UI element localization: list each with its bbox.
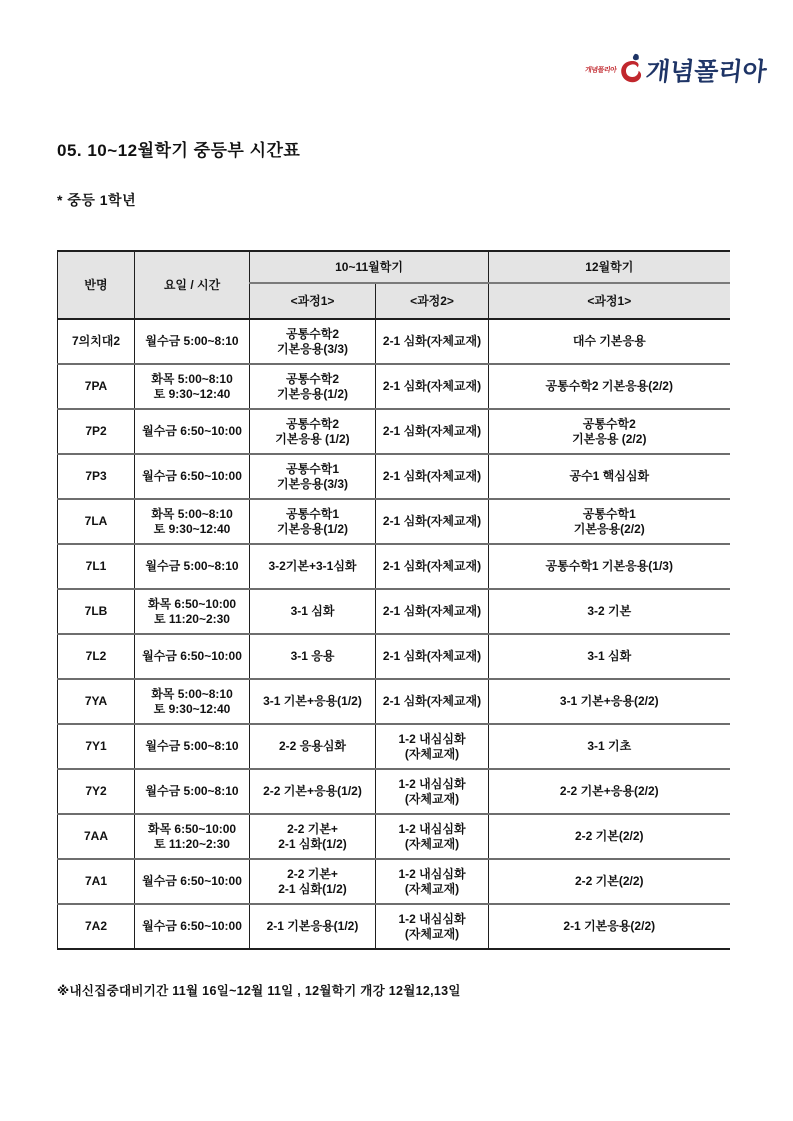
course3-cell last: 대수 기본응용 xyxy=(572,334,646,348)
course1-cell: 2-1 기본응용(1/2) xyxy=(250,904,376,949)
schedule-cell: 화목 6:50~10:00 토 11:20~2:30 xyxy=(135,589,250,634)
course3-cell last: 2-2 기본(2/2) xyxy=(489,859,730,904)
course3-cell last: 공수1 핵심심화 xyxy=(489,454,730,499)
schedule-cell: 월수금 6:50~10:00 xyxy=(135,904,250,949)
course2-cell: 2-1 심화(자체교재) xyxy=(376,544,489,589)
table-row xyxy=(58,724,730,769)
course2-cell: 1-2 내심심화 (자체교재) xyxy=(376,814,489,859)
course2-cell: 2-1 심화(자체교재) xyxy=(376,499,489,544)
course1-cell: 공통수학1 기본응용(3/3) xyxy=(250,454,376,499)
course2-cell: 2-1 심화(자체교재) xyxy=(376,409,489,454)
flame-swirl-icon xyxy=(617,53,644,87)
table-row xyxy=(58,409,730,454)
course1-cell: 공통수학2 기본응용(3/3) xyxy=(250,319,376,364)
course1-cell: 2-2 기본+ 2-1 심화(1/2) xyxy=(250,859,376,904)
table-row xyxy=(58,589,730,634)
class-name-cell: 7L2 xyxy=(58,634,135,679)
course3-cell last: 공통수학2 기본응용(2/2) xyxy=(489,364,730,409)
brand-logo xyxy=(585,52,767,88)
section-subtitle: * 중등 1학년 xyxy=(57,192,137,208)
course2-cell: 2-1 심화(자체교재) xyxy=(376,364,489,409)
schedule-cell: 월수금 6:50~10:00 xyxy=(135,634,250,679)
course3-cell last: 2-1 기본응용(2/2) xyxy=(489,904,730,949)
header-term-oct-nov: 10~11월학기 xyxy=(250,251,489,283)
timetable xyxy=(57,250,729,950)
footnote: ※내신집중대비기간 11월 16일~12월 11일 , 12월학기 개강 12월12,13일 xyxy=(57,984,461,998)
logo-wordmark: 개념폴리아 xyxy=(644,58,769,86)
schedule-cell: 화목 5:00~8:10 토 9:30~12:40 xyxy=(135,679,250,724)
course2-cell: 1-2 내심심화 (자체교재) xyxy=(376,904,489,949)
header-course1: <과정1> xyxy=(250,283,376,319)
class-name-cell: 7Y1 xyxy=(58,724,135,769)
schedule-cell: 월수금 5:00~8:10 xyxy=(135,544,250,589)
class-name-cell: 7의치대2 xyxy=(58,319,135,364)
course1-cell: 공통수학1 기본응용(1/2) xyxy=(250,499,376,544)
course3-cell last: 공통수학1 기본응용(1/3) xyxy=(489,544,730,589)
table-row xyxy=(58,364,730,409)
class-name-cell: 7A2 xyxy=(58,904,135,949)
course1-cell: 2-2 기본+응용(1/2) xyxy=(250,769,376,814)
course2-cell: 2-1 심화(자체교재) xyxy=(376,454,489,499)
course3-cell last: 3-1 기초 xyxy=(489,724,730,769)
schedule-cell: 화목 5:00~8:10 토 9:30~12:40 xyxy=(135,364,250,409)
schedule-cell: 월수금 6:50~10:00 xyxy=(135,409,250,454)
table-row xyxy=(58,859,730,904)
schedule-cell: 월수금 5:00~8:10 xyxy=(135,769,250,814)
schedule-cell: 화목 5:00~8:10 토 9:30~12:40 xyxy=(135,499,250,544)
header-course2: <과정2> xyxy=(376,283,489,319)
table-row xyxy=(58,679,730,724)
course1-cell: 3-1 심화 xyxy=(250,589,376,634)
course2-cell: 2-1 심화(자체교재) xyxy=(376,679,489,724)
class-name-cell: 7LB xyxy=(58,589,135,634)
course3-cell last: 2-2 기본+응용(2/2) xyxy=(489,769,730,814)
table-row xyxy=(58,319,730,364)
course3-cell last: 3-2 기본 xyxy=(489,589,730,634)
schedule-cell: 월수금 5:00~8:10 xyxy=(135,319,250,364)
course1-cell: 2-2 기본+ 2-1 심화(1/2) xyxy=(250,814,376,859)
class-name-cell: 7PA xyxy=(58,364,135,409)
timetable-header xyxy=(58,251,730,319)
class-name-cell: 7L1 xyxy=(58,544,135,589)
course3-cell last: 공통수학2 기본응용 (2/2) xyxy=(489,409,730,454)
header-day-time: 요일 / 시간 xyxy=(135,251,250,319)
table-row xyxy=(58,544,730,589)
course1-cell: 3-1 응용 xyxy=(250,634,376,679)
header-class-name: 반명 xyxy=(58,251,135,319)
class-name-cell: 7Y2 xyxy=(58,769,135,814)
page-title: 05. 10~12월학기 중등부 시간표 xyxy=(57,141,301,160)
schedule-cell: 화목 6:50~10:00 토 11:20~2:30 xyxy=(135,814,250,859)
course2-cell: 1-2 내심심화 (자체교재) xyxy=(376,859,489,904)
course3-cell last: 3-1 심화 xyxy=(489,634,730,679)
course2-cell: 2-1 심화(자체교재) xyxy=(376,634,489,679)
header-dec-course1: <과정1> xyxy=(489,283,730,319)
course3-cell last: 3-1 기본+응용(2/2) xyxy=(489,679,730,724)
course2-cell: 1-2 내심심화 (자체교재) xyxy=(376,769,489,814)
table-row xyxy=(58,904,730,949)
course3-cell last: 공통수학1 기본응용(2/2) xyxy=(489,499,730,544)
timetable-body xyxy=(58,319,730,949)
course2-cell: 2-1 심화(자체교재) xyxy=(376,319,489,364)
schedule-cell: 월수금 5:00~8:10 xyxy=(135,724,250,769)
class-name-cell: 7YA xyxy=(58,679,135,724)
class-name-cell: 7AA xyxy=(58,814,135,859)
course3-cell last: 2-2 기본(2/2) xyxy=(489,814,730,859)
course1-cell: 2-2 응용심화 xyxy=(250,724,376,769)
course1-cell: 3-2기본+3-1심화 xyxy=(250,544,376,589)
table-row xyxy=(58,634,730,679)
logo-tagline: 개념폴리아 xyxy=(584,67,617,74)
course2-cell: 2-1 심화(자체교재) xyxy=(376,589,489,634)
table-row xyxy=(58,454,730,499)
schedule-cell: 월수금 6:50~10:00 xyxy=(135,859,250,904)
schedule-cell: 월수금 6:50~10:00 xyxy=(135,454,250,499)
class-name-cell: 7A1 xyxy=(58,859,135,904)
header-term-dec: 12월학기 xyxy=(489,251,730,283)
class-name-cell: 7P3 xyxy=(58,454,135,499)
course1-cell: 공통수학2 기본응용(1/2) xyxy=(250,364,376,409)
table-row xyxy=(58,499,730,544)
timetable-table xyxy=(57,250,730,950)
table-row xyxy=(58,769,730,814)
table-row xyxy=(58,814,730,859)
class-name-cell: 7LA xyxy=(58,499,135,544)
class-name-cell: 7P2 xyxy=(58,409,135,454)
course2-cell: 1-2 내심심화 (자체교재) xyxy=(376,724,489,769)
course1-cell: 3-1 기본+응용(1/2) xyxy=(250,679,376,724)
course1-cell: 공통수학2 기본응용 (1/2) xyxy=(250,409,376,454)
